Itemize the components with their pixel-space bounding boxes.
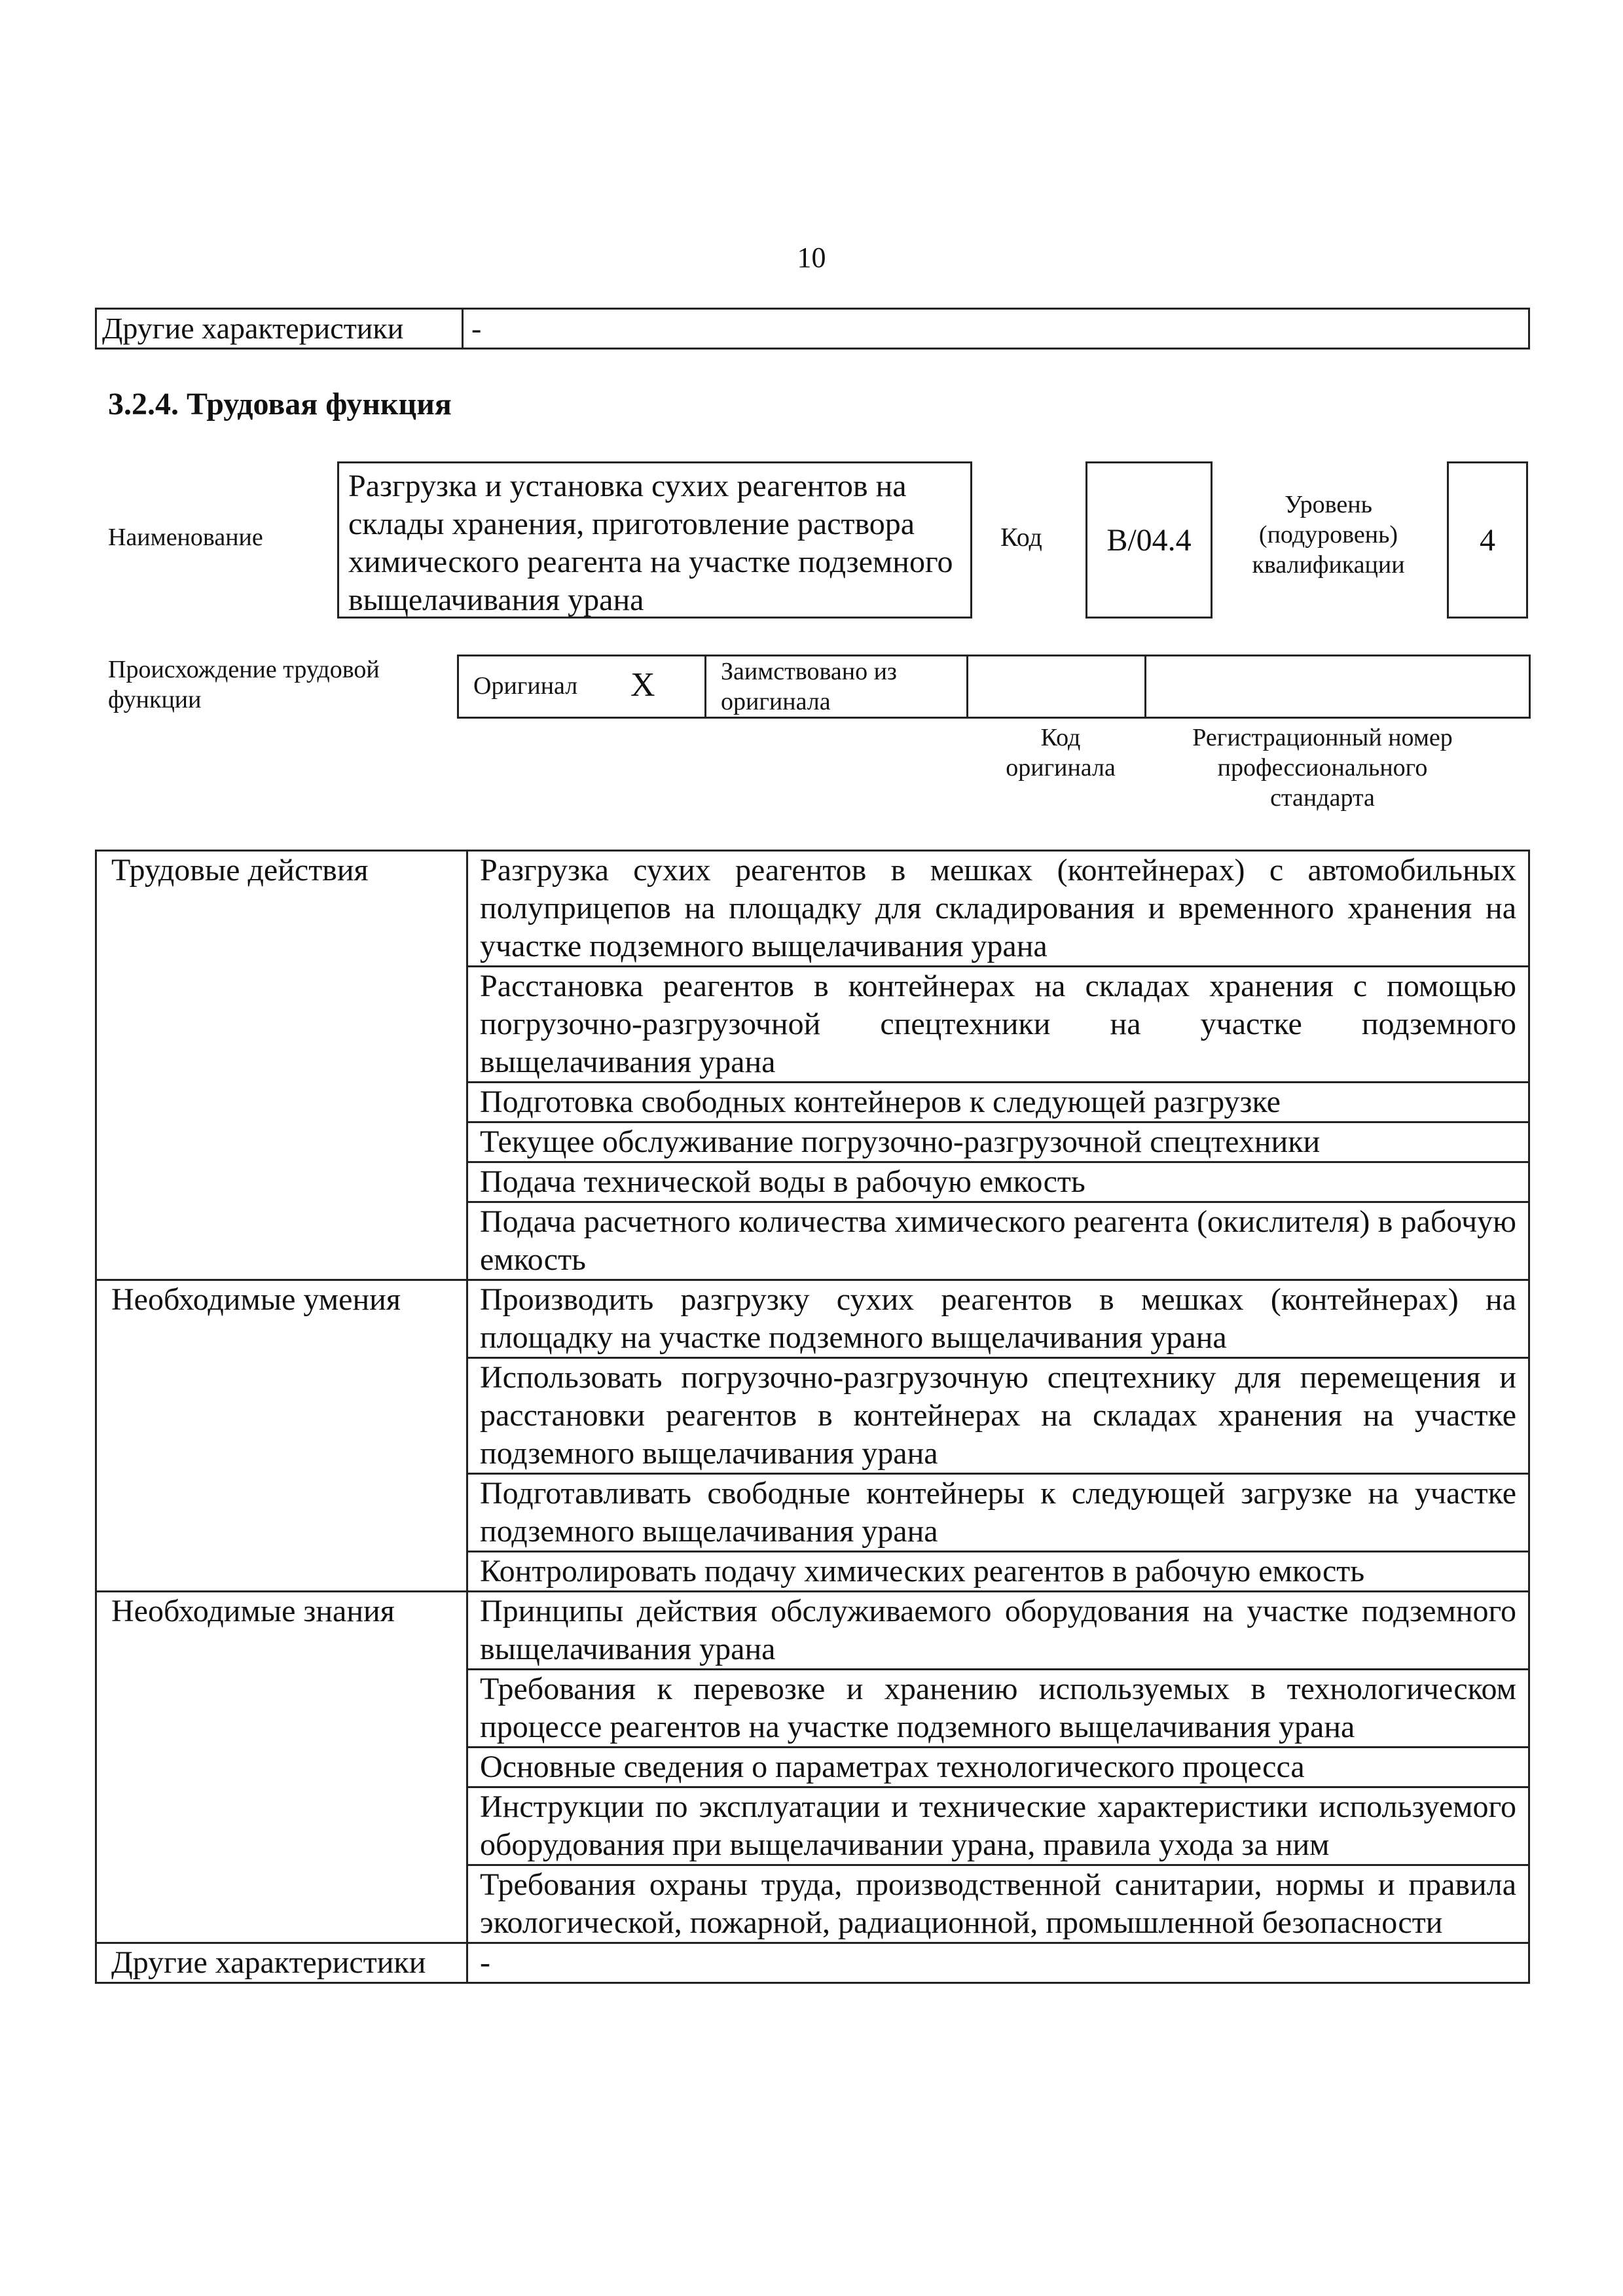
knowledge-category: Необходимые знания xyxy=(96,1592,467,1943)
skill-item: Производить разгрузку сухих реагентов в мешках (контейнерах) на площадку на участке подземного выщелачивания урана xyxy=(467,1280,1529,1358)
action-item: Текущее обслуживание погрузочно-разгрузочной спецтехники xyxy=(467,1122,1529,1162)
reg-caption-line2: профессионального xyxy=(1217,754,1428,781)
code-original-caption xyxy=(969,723,1152,783)
name-label: Наименование xyxy=(108,524,263,551)
labor-function-table xyxy=(95,850,1530,1984)
code-label: Код xyxy=(1000,522,1042,552)
code-caption-line1: Код xyxy=(1040,724,1081,751)
borrowed-label: Заимствовано из оригинала xyxy=(721,658,897,715)
level-box xyxy=(1447,461,1528,619)
other-category: Другие характеристики xyxy=(96,1943,467,1983)
original-label: Оригинал xyxy=(473,672,578,700)
action-item: Расстановка реагентов в контейнерах на складах хранения с помощью погрузочно-разгрузочной спецтехники на участке подземного выщелачивания урана xyxy=(467,967,1529,1083)
page-number: 10 xyxy=(797,242,826,274)
code-caption-line2: оригинала xyxy=(1006,754,1116,781)
skill-item: Подготавливать свободные контейнеры к следующей загрузке на участке подземного выщелачивания урана xyxy=(467,1474,1529,1552)
skill-item: Контролировать подачу химических реагентов в рабочую емкость xyxy=(467,1552,1529,1592)
code-value: В/04.4 xyxy=(1106,522,1192,558)
other-characteristics-top-value: - xyxy=(471,312,482,345)
knowledge-item: Инструкции по эксплуатации и технические характеристики используемого оборудования при выщелачивании урана, правила ухода за ним xyxy=(467,1787,1529,1865)
knowledge-item: Основные сведения о параметрах технологического процесса xyxy=(467,1748,1529,1787)
table-row xyxy=(96,1943,1529,1983)
table-row xyxy=(96,851,1529,967)
reg-number-caption xyxy=(1152,723,1493,813)
knowledge-item: Требования к перевозке и хранению используемых в технологическом процессе реагентов на участке подземного выщелачивания урана xyxy=(467,1670,1529,1748)
section-heading: 3.2.4. Трудовая функция xyxy=(108,387,452,422)
knowledge-item: Принципы действия обслуживаемого оборудования на участке подземного выщелачивания урана xyxy=(467,1592,1529,1670)
origin-borrowed-cell xyxy=(706,656,968,717)
other-characteristics-top-table xyxy=(95,308,1530,350)
reg-caption-line1: Регистрационный номер xyxy=(1192,724,1453,751)
level-label-line2: (подуровень) xyxy=(1258,521,1398,548)
action-item: Подача расчетного количества химического реагента (окислителя) в рабочую емкость xyxy=(467,1202,1529,1280)
origin-reg-number-cell xyxy=(1146,656,1529,717)
action-item: Подача технической воды в рабочую емкость xyxy=(467,1162,1529,1202)
other-value: - xyxy=(467,1943,1529,1983)
function-name-value: Разгрузка и установка сухих реагентов на склады хранения, приготовление раствора химического реагента на участке подземного выщелачивания урана xyxy=(348,469,953,617)
action-item: Разгрузка сухих реагентов в мешках (контейнерах) с автомобильных полуприцепов на площадку для складирования и временного хранения на участке подземного выщелачивания урана xyxy=(467,851,1529,967)
skill-item: Использовать погрузочно-разгрузочную спецтехнику для перемещения и расстановки реагентов в контейнерах на складах хранения на участке подземного выщелачивания урана xyxy=(467,1358,1529,1474)
table-row xyxy=(96,1280,1529,1358)
skills-category: Необходимые умения xyxy=(96,1280,467,1592)
origin-label: Происхождение трудовой функции xyxy=(108,656,380,713)
origin-code-cell xyxy=(968,656,1146,717)
original-mark: X xyxy=(630,666,655,704)
level-label xyxy=(1224,490,1432,580)
actions-category: Трудовые действия xyxy=(96,851,467,1280)
action-item: Подготовка свободных контейнеров к следующей разгрузке xyxy=(467,1083,1529,1122)
level-label-line1: Уровень xyxy=(1285,491,1372,518)
other-characteristics-top-label: Другие характеристики xyxy=(97,310,464,348)
level-label-line3: квалификации xyxy=(1252,551,1405,579)
reg-caption-line3: стандарта xyxy=(1270,784,1375,812)
level-value: 4 xyxy=(1480,522,1495,558)
origin-row xyxy=(457,655,1531,719)
knowledge-item: Требования охраны труда, производственной санитарии, нормы и правила экологической, пожарной, радиационной, промышленной безопасности xyxy=(467,1865,1529,1943)
table-row xyxy=(96,1592,1529,1670)
code-box xyxy=(1085,461,1213,619)
function-name-box xyxy=(337,461,972,619)
origin-original-cell xyxy=(459,656,706,717)
